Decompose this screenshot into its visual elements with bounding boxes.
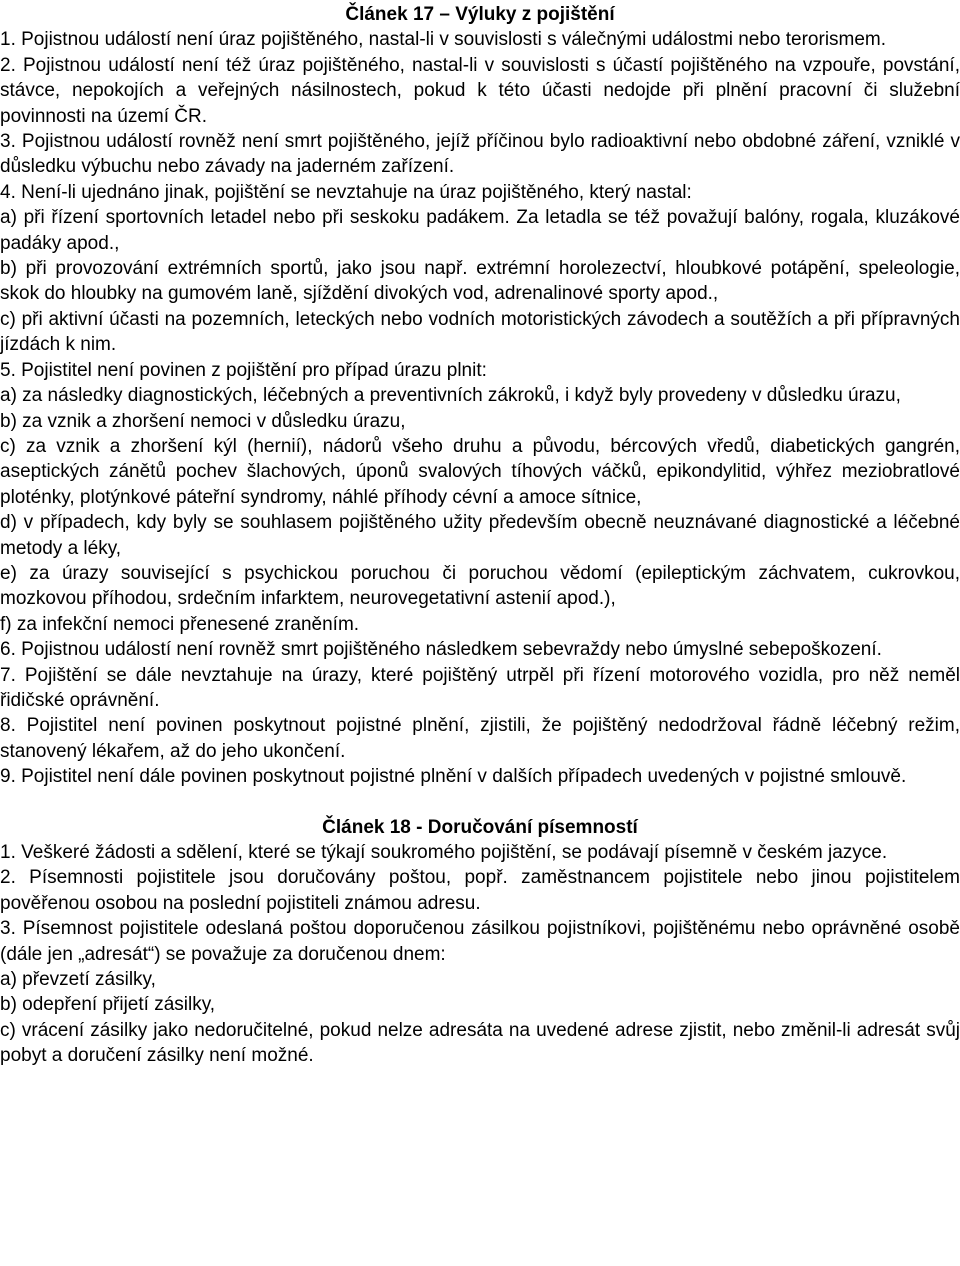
article-17-paragraph-5f: f) za infekční nemoci přenesené zraněním. [0,613,360,635]
article-18-paragraph-3: 3. Písemnost pojistitele odeslaná poštou doporučenou zásilkou pojistníkovi, pojištěnému nebo oprávněné osobě (dále jen „adresát“) se považuje za doručenou dnem: [0,918,960,965]
article-17-paragraph-4: 4. Není-li ujednáno jinak, pojištění se nevztahuje na úraz pojištěného, který nastal: [0,181,692,203]
article-18-paragraph-1: 1. Veškeré žádosti a sdělení, které se týkají soukromého pojištění, se podávají písemně v českém jazyce. [0,842,888,863]
article-18-title: Článek 18 - Doručování písemností [322,816,638,838]
article-17-paragraph-5c: c) za vznik a zhoršení kýl (hernií), nádorů všeho druhu a původu, bércových vředů, diabetických gangrén, aseptických zánětů pochev šlachových, úponů svalových tíhových váčků, epikondylitid, výhřez meziobratlové ploténky, plotýnkové páteřní syndromy, náhlé příhody cévní a amoce sítnice, [0,435,960,508]
article-17-paragraph-6: 6. Pojistnou událostí není rovněž smrt pojištěného následkem sebevraždy nebo úmyslné sebepoškození. [0,639,882,661]
article-17-paragraph-5a: a) za následky diagnostických, léčebných a preventivních zákroků, i když byly provedeny v důsledku úrazu, [0,385,901,407]
article-18-paragraph-3b: b) odepření přijetí zásilky, [0,994,216,1016]
article-17-paragraph-1: 1. Pojistnou událostí není úraz pojištěného, nastal-li v souvislosti s válečnými událostmi nebo terorismem. [0,29,887,51]
article-18 [0,815,960,1069]
article-17-paragraph-8: 8. Pojistitel není povinen poskytnout pojistné plnění, zjistili, že pojištěný nedodržoval řádně léčebný režim, stanovený lékařem, až do jeho ukončení. [0,715,960,762]
article-17-title: Článek 17 – Výluky z pojištění [345,4,615,25]
article-17-paragraph-3: 3. Pojistnou událostí rovněž není smrt pojištěného, jejíž příčinou bylo radioaktivní nebo obdobné záření, vzniklé v důsledku výbuchu nebo závady na jaderném zařízení. [0,131,960,178]
article-18-paragraph-3a: a) převzetí zásilky, [0,969,156,991]
article-17-paragraph-4a: a) při řízení sportovních letadel nebo při seskoku padákem. Za letadla se též považují balóny, rogala, kluzákové padáky apod., [0,207,960,254]
article-17-paragraph-5e: e) za úrazy související s psychickou poruchou či poruchou vědomí (epileptickým záchvatem, cukrovkou, mozkovou příhodou, srdečním infarktem, neurovegetativní astenií apod.), [0,562,960,610]
article-17-paragraph-5b: b) za vznik a zhoršení nemoci v důsledku úrazu, [0,410,406,432]
article-18-paragraph-2: 2. Písemnosti pojistitele jsou doručovány poštou, popř. zaměstnancem pojistitele nebo jinou pojistitelem pověřenou osobou na poslední pojistiteli známou adresu. [0,867,960,914]
article-17-paragraph-7: 7. Pojištění se dále nevztahuje na úrazy, které pojištěný utrpěl při řízení motorového vozidla, pro něž neměl řidičské oprávnění. [0,664,960,711]
article-17-paragraph-4b: b) při provozování extrémních sportů, jako jsou např. extrémní horolezectví, hloubkové potápění, speleologie, skok do hloubky na gumovém laně, sjíždění divokých vod, adrenalinové sporty apod., [0,258,960,305]
article-17-paragraph-5d: d) v případech, kdy byly se souhlasem pojištěného užity především obecně neuznávané diagnostické a léčebné metody a léky, [0,512,960,559]
article-17 [0,2,960,790]
article-17-paragraph-4c: c) při aktivní účasti na pozemních, leteckých nebo vodních motoristických závodech a soutěžích a při přípravných jízdách k nim. [0,308,960,356]
article-17-paragraph-2: 2. Pojistnou událostí není též úraz pojištěného, nastal-li v souvislosti s účastí pojištěného na vzpouře, povstání, stávce, nepokojích a veřejných násilnostech, pokud k této účasti nedojde při plnění pracovní či služební povinnosti na území ČR. [0,54,960,127]
article-17-paragraph-9: 9. Pojistitel není dále povinen poskytnout pojistné plnění v dalších případech uvedených v pojistné smlouvě. [0,766,907,788]
article-18-paragraph-3c: c) vrácení zásilky jako nedoručitelné, pokud nelze adresáta na uvedené adrese zjistit, nebo změnil-li adresát svůj pobyt a doručení zásilky není možné. [0,1019,960,1067]
article-17-paragraph-5: 5. Pojistitel není povinen z pojištění pro případ úrazu plnit: [0,359,487,381]
